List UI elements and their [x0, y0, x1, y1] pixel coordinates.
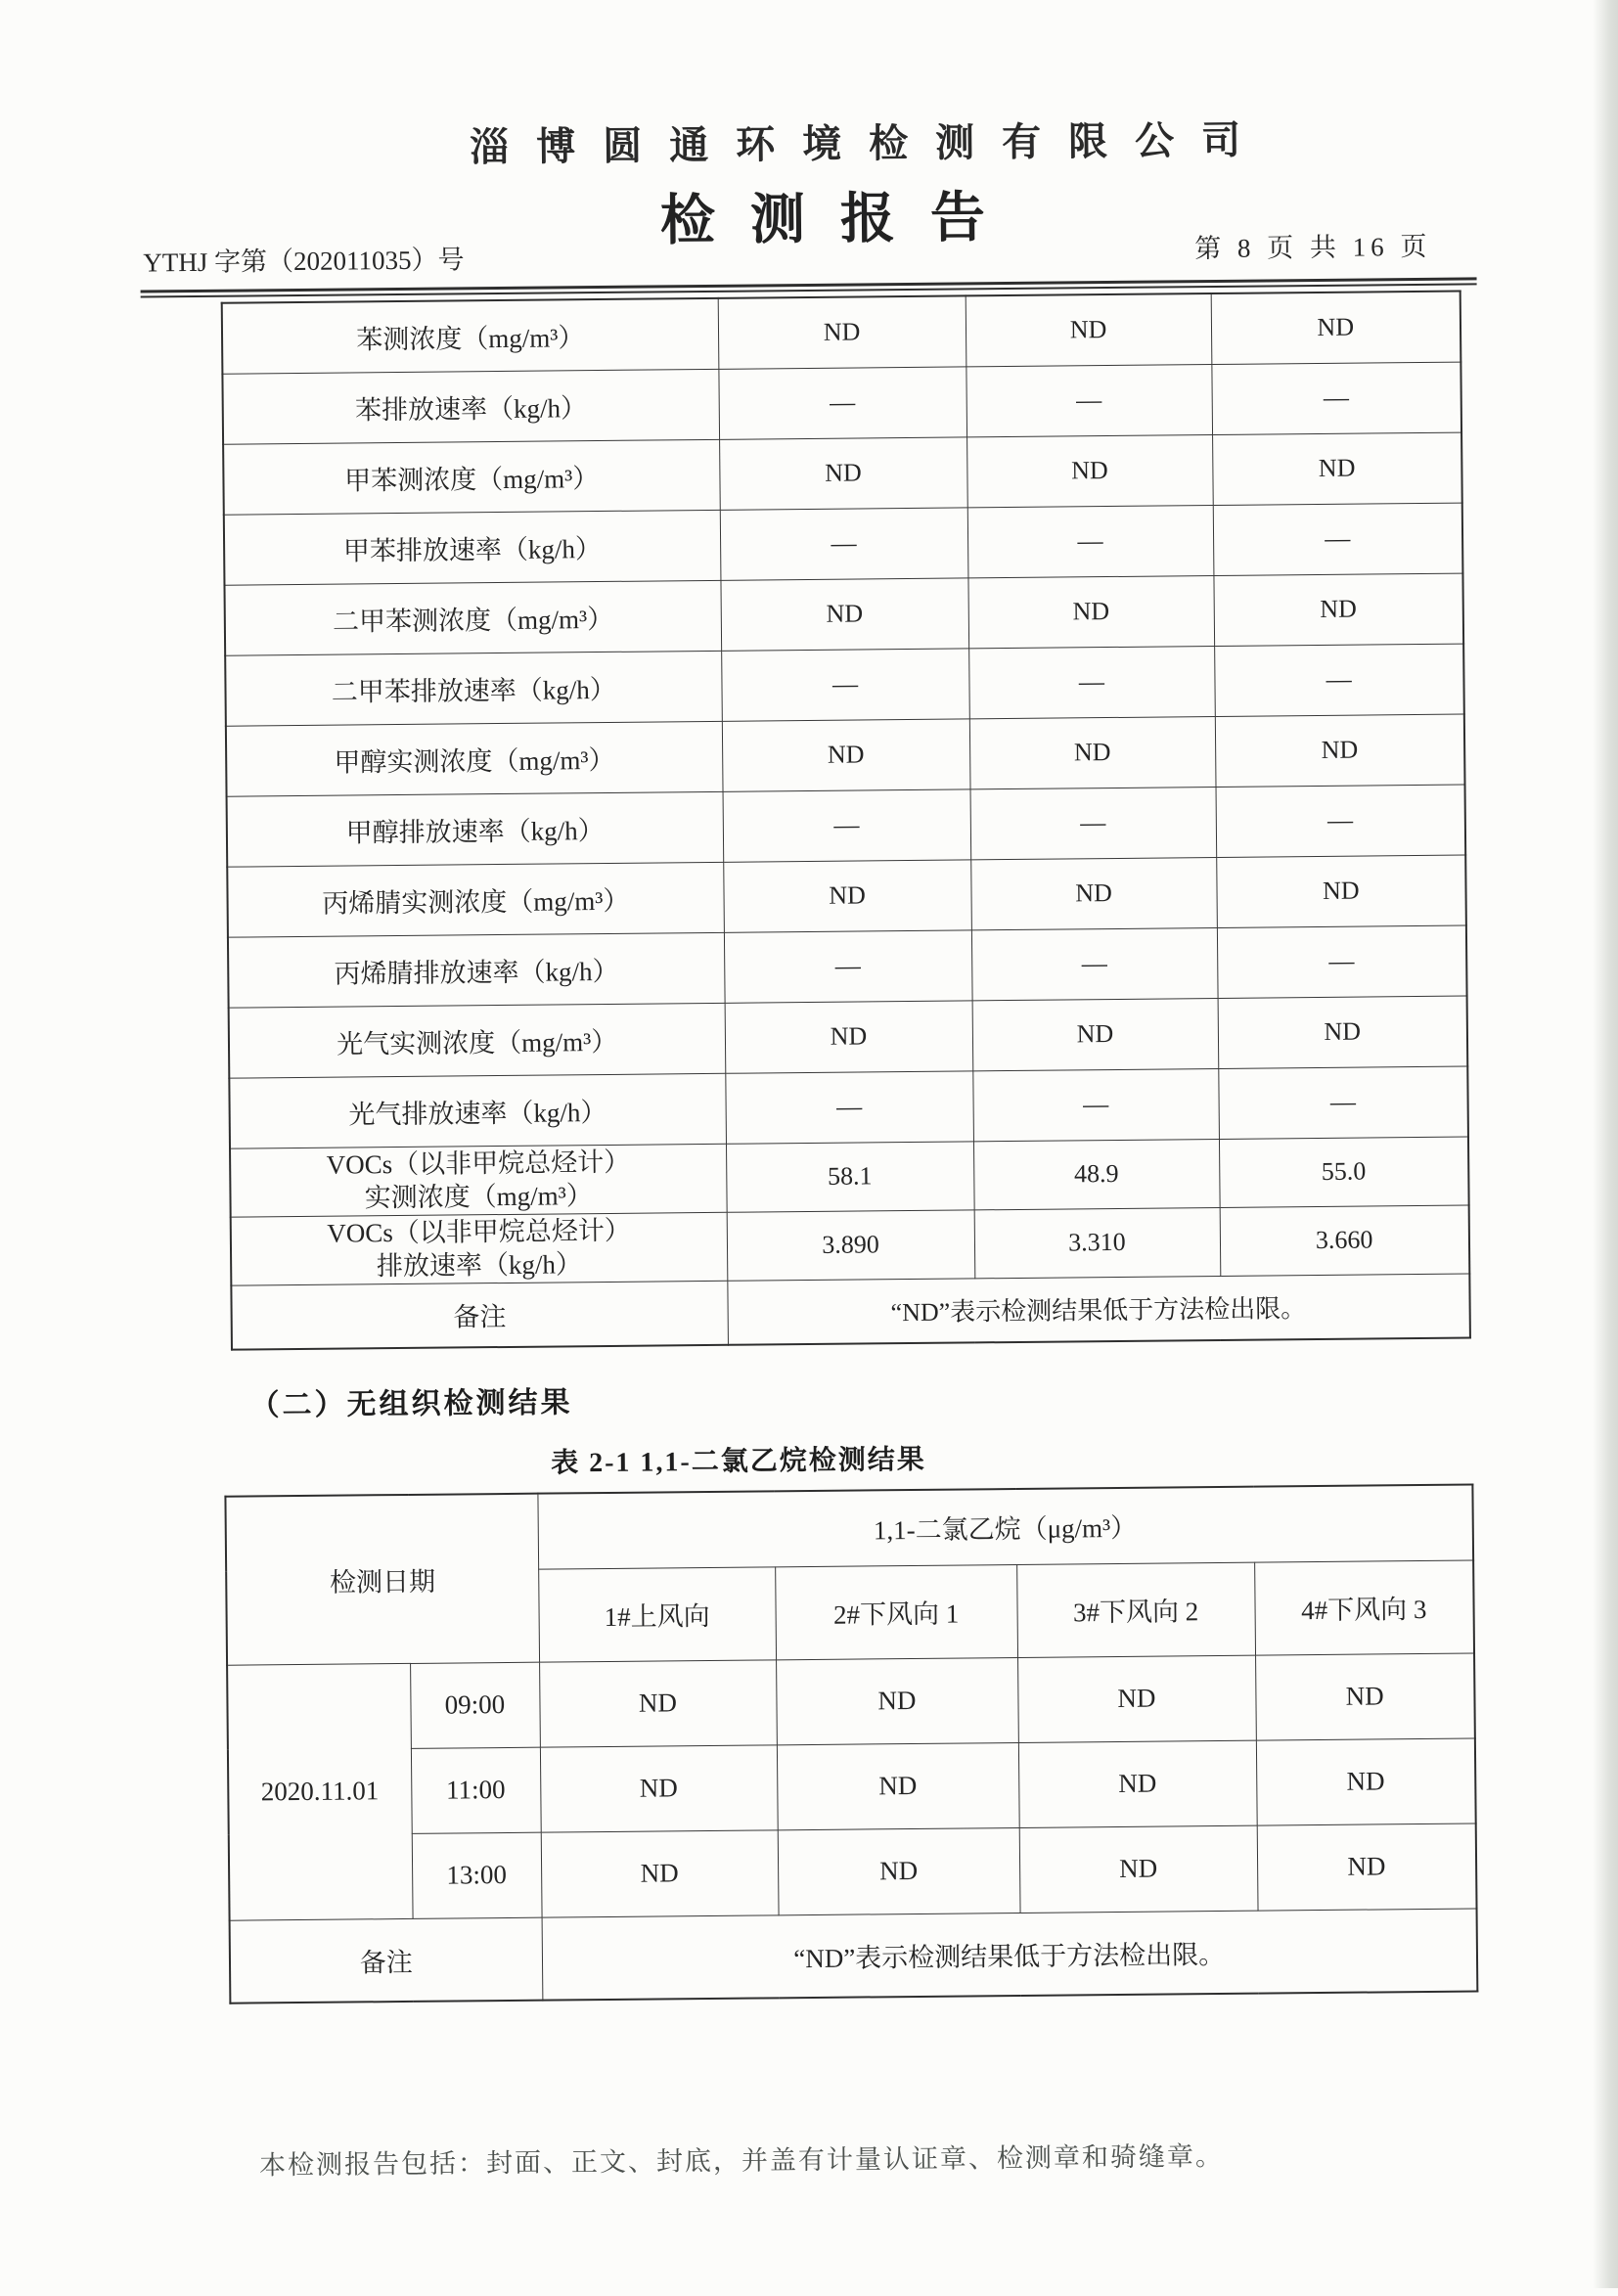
date-header-cell: 检测日期: [225, 1494, 539, 1665]
column-header: 3#下风向 2: [1016, 1562, 1255, 1657]
row-label: [231, 1212, 728, 1285]
column-header: 1#上风向: [538, 1566, 776, 1661]
report-title: 检测报告: [659, 187, 1021, 252]
column-header: 4#下风向 3: [1254, 1560, 1474, 1655]
value-cell: —: [723, 788, 971, 861]
value-cell: —: [724, 929, 972, 1002]
value-cell: 48.9: [973, 1139, 1220, 1209]
value-cell: 3.890: [727, 1209, 975, 1280]
table-row: [229, 1066, 1468, 1148]
remark-row: [231, 1274, 1470, 1350]
value-cell: —: [720, 507, 968, 579]
row-label: [230, 1144, 727, 1217]
header-row: [225, 1485, 1473, 1572]
value-cell: ND: [972, 998, 1219, 1070]
section-heading: （二）无组织检测结果: [249, 1386, 573, 1422]
data-row: [228, 1737, 1476, 1834]
table-row: [222, 362, 1461, 444]
table2-caption: 表 2-1 1,1-二氯乙烷检测结果: [550, 1444, 926, 1479]
remark-label: 备注: [231, 1281, 728, 1350]
row-label: 甲醇排放速率（kg/h）: [227, 791, 724, 867]
value-cell: —: [968, 646, 1215, 718]
value-cell: —: [966, 364, 1212, 436]
value-cell: —: [1213, 503, 1463, 575]
row-label: 光气排放速率（kg/h）: [229, 1073, 726, 1148]
value-cell: —: [1217, 925, 1467, 998]
value-cell: ND: [723, 859, 971, 931]
remark-text: “ND”表示检测结果低于方法检出限。: [727, 1274, 1470, 1345]
voc-label-line1: VOCs（以非甲烷总烃计）: [327, 1215, 631, 1248]
value-cell: ND: [1019, 1825, 1258, 1913]
value-cell: —: [972, 1068, 1219, 1141]
value-cell: —: [725, 1070, 973, 1143]
value-cell: ND: [1216, 855, 1466, 927]
table-row: [225, 644, 1464, 726]
value-cell: —: [718, 366, 966, 438]
value-cell: ND: [778, 1827, 1020, 1914]
value-cell: ND: [1218, 996, 1468, 1068]
value-cell: —: [971, 927, 1218, 1000]
data-row: [227, 1652, 1475, 1749]
table-row: [228, 925, 1467, 1008]
value-cell: —: [1216, 785, 1466, 857]
row-label: 苯排放速率（kg/h）: [222, 369, 719, 444]
value-cell: ND: [966, 293, 1212, 366]
value-cell: ND: [722, 718, 970, 790]
table-row: [222, 292, 1461, 374]
fugitive-emission-results-table: [224, 1483, 1478, 2003]
table-row: [231, 1205, 1470, 1285]
remark-row: [230, 1908, 1478, 2003]
value-cell: —: [1211, 362, 1461, 434]
row-label: 苯测浓度（mg/m³）: [222, 298, 719, 374]
remark-label: 备注: [230, 1917, 543, 2003]
row-label: 丙烯腈实测浓度（mg/m³）: [227, 862, 724, 937]
value-cell: ND: [718, 295, 966, 368]
value-cell: ND: [776, 1657, 1018, 1744]
value-cell: —: [1214, 644, 1464, 716]
table-row: [227, 785, 1466, 867]
date-cell: 2020.11.01: [227, 1663, 412, 1920]
row-label: 丙烯腈排放速率（kg/h）: [228, 932, 725, 1008]
table-row: [226, 714, 1465, 796]
value-cell: ND: [539, 1659, 777, 1746]
value-cell: ND: [1213, 573, 1463, 646]
value-cell: ND: [725, 1000, 973, 1072]
row-label: 光气实测浓度（mg/m³）: [229, 1003, 726, 1078]
remark-text: “ND”表示检测结果低于方法检出限。: [542, 1908, 1478, 2000]
time-cell: 13:00: [412, 1832, 542, 1918]
column-header: 2#下风向 1: [775, 1564, 1017, 1659]
value-cell: ND: [541, 1829, 779, 1916]
table-row: [229, 996, 1468, 1078]
value-cell: 3.660: [1220, 1205, 1470, 1276]
table-row: [227, 855, 1466, 937]
value-cell: ND: [967, 575, 1214, 648]
voc-label-line1: VOCs（以非甲烷总烃计）: [326, 1147, 631, 1180]
value-cell: 58.1: [726, 1141, 974, 1211]
row-label: 甲苯排放速率（kg/h）: [224, 510, 721, 585]
value-cell: ND: [1212, 432, 1462, 505]
footer-note: 本检测报告包括：封面、正文、封底，并盖有计量认证章、检测章和骑缝章。: [258, 2140, 1225, 2181]
table-row: [223, 432, 1462, 515]
value-cell: ND: [1017, 1655, 1256, 1742]
value-cell: ND: [966, 434, 1213, 507]
value-cell: ND: [720, 577, 968, 650]
value-cell: —: [967, 505, 1214, 577]
value-cell: —: [1218, 1066, 1468, 1139]
value-cell: ND: [970, 857, 1217, 929]
analyte-header-cell: 1,1-二氯乙烷（μg/m³）: [537, 1485, 1473, 1569]
time-cell: 11:00: [411, 1747, 541, 1833]
table-row: [224, 503, 1463, 585]
report-number: YTHJ 字第（202011035）号: [143, 245, 465, 278]
time-cell: 09:00: [410, 1662, 540, 1748]
value-cell: 55.0: [1219, 1137, 1469, 1207]
row-label: 甲醇实测浓度（mg/m³）: [226, 721, 723, 796]
value-cell: ND: [969, 716, 1216, 788]
row-label: 甲苯测浓度（mg/m³）: [223, 439, 720, 515]
value-cell: ND: [1257, 1823, 1477, 1910]
value-cell: ND: [719, 436, 967, 509]
value-cell: ND: [1211, 292, 1461, 364]
value-cell: ND: [1256, 1737, 1476, 1824]
value-cell: ND: [540, 1744, 778, 1831]
value-cell: ND: [1215, 714, 1465, 787]
company-name: 淄博圆通环境检测有限公司: [469, 117, 1269, 170]
value-cell: —: [721, 648, 969, 720]
table-row: [230, 1137, 1469, 1217]
value-cell: 3.310: [974, 1207, 1221, 1278]
stack-emission-results-table: [221, 291, 1471, 1351]
value-cell: ND: [1255, 1652, 1475, 1739]
data-row: [229, 1823, 1477, 1919]
value-cell: ND: [1018, 1740, 1257, 1827]
row-label: 二甲苯排放速率（kg/h）: [225, 651, 722, 726]
row-label: 二甲苯测浓度（mg/m³）: [224, 580, 721, 655]
scan-edge-artifact: [1593, 0, 1618, 2288]
table-row: [224, 573, 1463, 655]
value-cell: —: [970, 787, 1217, 859]
voc-label-line2: 实测浓度（mg/m³）: [364, 1181, 593, 1213]
voc-label-line2: 排放速率（kg/h）: [376, 1249, 583, 1282]
value-cell: ND: [777, 1742, 1019, 1829]
page-number: 第 8 页 共 16 页: [1194, 231, 1432, 264]
